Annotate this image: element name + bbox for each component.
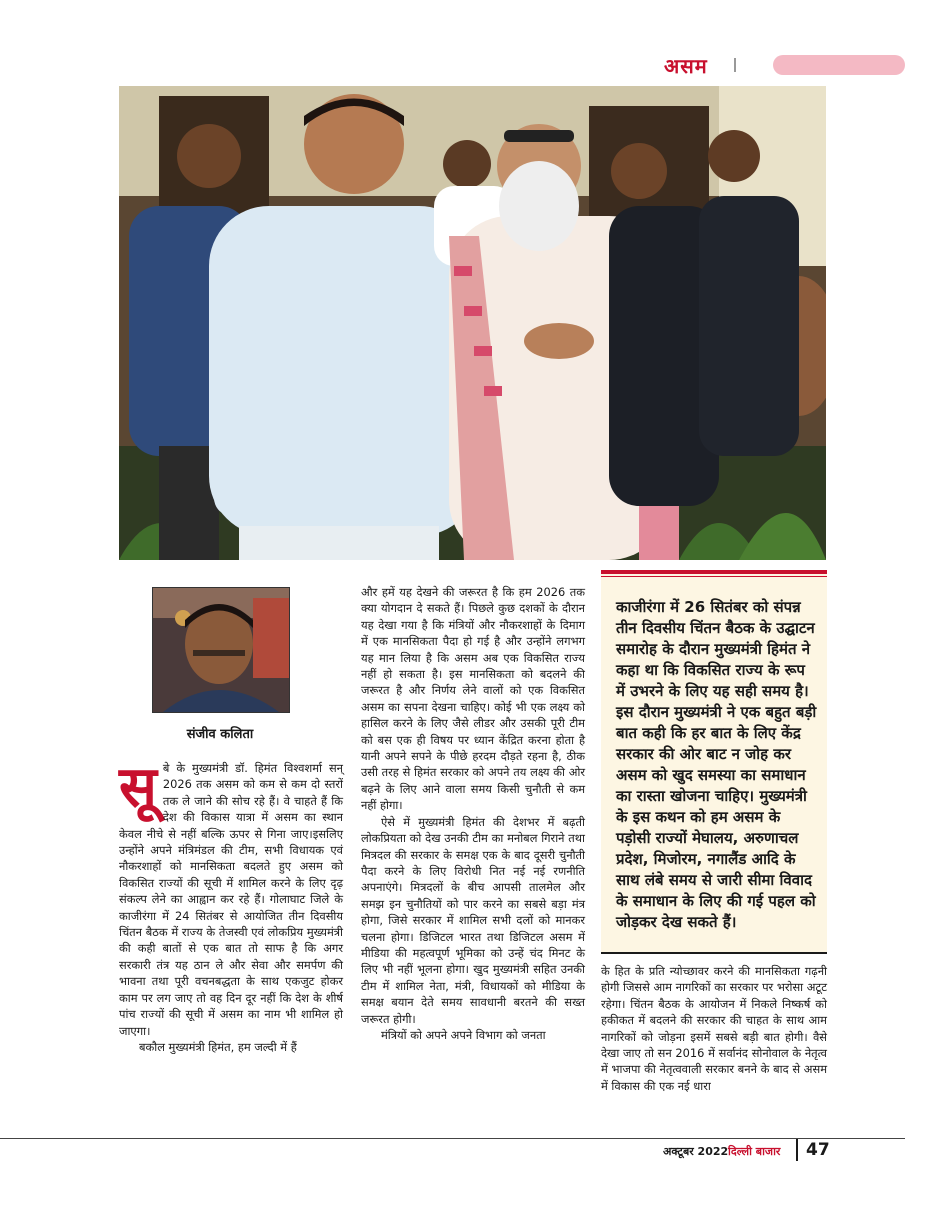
pullquote-rule-bottom xyxy=(601,952,827,954)
header-pill-decoration xyxy=(773,55,905,75)
footer-separator xyxy=(796,1139,798,1161)
article-column-3 xyxy=(601,963,827,1094)
page-number: 47 xyxy=(806,1140,830,1160)
footer-magazine-name: दिल्ली बाजार xyxy=(728,1145,781,1158)
article-paragraph: बे के मुख्यमंत्री डॉ. हिमंत विश्वशर्मा सन् 2026 तक असम को कम से कम दो स्तरों तक ले जाने की सोच रहे हैं। वे चाहते हैं कि देश की विकास यात्रा में असम का स्थान केवल नीचे से नहीं बल्कि ऊपर से गिना जाए।इसलिए उन्होंने अपने मंत्रिमंडल की टीम, सभी विधायक एवं नौकरशाहों को मानसिकता बदलते हुए असम को विकसित राज्यों की सूची में शामिल करने के लिए दृढ़ संकल्प लेने का आह्वान कर रहे हैं। गोलाघाट जिले के काजीरंगा में 24 सितंबर से आयोजित तीन दिवसीय चिंतन बैठक में राज्य के तेजस्वी एवं लोकप्रिय मुख्यमंत्री की कही बातों से एक बात तो साफ है कि अगर सरकारी तंत्र यह ठान ले और सेवा और समर्पण की भावना तथा पूरी वचनबद्धता के साथ एकजुट होकर काम पर लग जाए तो वह दिन दूर नहीं कि देश के शीर्ष पांच राज्यों की सूची में असम का नाम भी शामिल हो जाएगा। xyxy=(119,761,343,1038)
author-photo xyxy=(152,587,290,713)
article-paragraph: के हित के प्रति न्योच्छावर करने की मानसिकता गढ़नी होगी जिससे आम नागरिकों का सरकार पर भरोसा अटूट रहेगा। चिंतन बैठक के आयोजन में निकले निष्कर्ष को हकीकत में बदलने की सरकार की चाहत के साथ आम नागरिकों को जोड़ना इसमें सबसे बड़ी बात होगी। वैसे देखा जाए तो सन 2016 में सर्वानंद सोनोवाल के नेतृत्व में भाजपा की नेतृत्ववाली सरकार बनने के बाद से असम में विकास की एक नई धारा xyxy=(601,964,827,1093)
pullquote-rule-thin xyxy=(601,576,827,577)
article-column-2 xyxy=(361,584,585,1043)
pullquote-text: काजीरंगा में 26 सितंबर को संपन्न तीन दिवसीय चिंतन बैठक के उद्घाटन समारोह के दौरान मुख्यमंत्री हिमंत ने कहा था कि विकसित राज्य के रूप में उभरने के लिए यह सही समय है। इस दौरान मुख्यमंत्री ने एक बहुत बड़ी बात कही कि हर बात के लिए केंद्र सरकार की ओर बाट न जोह कर असम को खुद समस्या का समाधान का रास्ता खोजना चाहिए। मुख्यमंत्री के इस कथन को हम असम के पड़ोसी राज्यों मेघालय, अरुणाचल प्रदेश, मिजोरम, नगालैंड आदि के साथ लंबे समय से जारी सीमा विवाद के समाधान के लिए की गई पहल को जोड़कर देख सकते हैं। xyxy=(616,598,817,931)
article-paragraph: मंत्रियों को अपने अपने विभाग को जनता xyxy=(381,1027,546,1042)
pullquote-rule-top xyxy=(601,570,827,574)
article-paragraph: बकौल मुख्यमंत्री हिमंत, हम जल्दी में हैं xyxy=(139,1039,297,1054)
article-column-1 xyxy=(119,755,343,1055)
section-label: असम xyxy=(664,54,708,78)
article-paragraph: ऐसे में मुख्यमंत्री हिमंत की देशभर में बढ़ती लोकप्रियता को देख उनकी टीम का मनोबल गिराने तथा मित्रदल की सरकार के समक्ष एक के बाद दूसरी चुनौती पैदा करने के लिए विरोधी नित नई नई रणनीति अपनाएंगे। मित्रदलों के बीच आपसी तालमेल और समझ इन चुनौतियों को पार करने का सबसे बड़ा मंत्र होगा, जिसे सरकार में शामिल सभी दलों को मानकर चलना होगा। डिजिटल भारत तथा डिजिटल असम में मीडिया की महत्वपूर्ण भूमिका को उन्हें चंद मिनट के लिए भी नहीं भूलना होगा। खुद मुख्यमंत्री सहित उनकी टीम में शामिल नेता, मंत्री, विधायकों को मीडिया के समक्ष बयान देते समय सावधानी बरतने की सख्त जरूरत होगी। xyxy=(361,814,585,1026)
dropcap: सू xyxy=(119,755,157,820)
main-photo xyxy=(119,86,826,560)
author-name: संजीव कलिता xyxy=(186,727,254,742)
header-separator xyxy=(734,58,736,72)
article-paragraph: और हमें यह देखने की जरूरत है कि हम 2026 तक क्या योगदान दे सकते हैं। पिछले कुछ दशकों के दौरान यह देखा गया है कि मंत्रियों और नौकरशाहों के दिमाग में एक मानसिकता पैदा हो गई है और उन्होंने लगभग यह मान लिया है कि असम अब एक विकसित राज्य नहीं हो सकता है। इस मानसिकता को बदलने की जरूरत है और निर्णय लेने वालों को एक विकसित असम का सपना देखना चाहिए। कोई भी एक लक्ष्य को हासिल करने के लिए जैसे लीडर और उसकी पूरी टीम को बस एक ही विषय पर ध्यान केंद्रित करना होता है यानी अपने सपने के पीछे हरदम दौड़ते रहना है, ठीक उसी तरह से हिमंत सरकार को अपने तय लक्ष्य की ओर बढ़ने के लिए आने वाला समय किसी चुनौती से कम नहीं होगा। xyxy=(361,585,585,813)
footer-rule xyxy=(0,1138,905,1139)
footer-date: अक्टूबर 2022 xyxy=(663,1145,729,1158)
